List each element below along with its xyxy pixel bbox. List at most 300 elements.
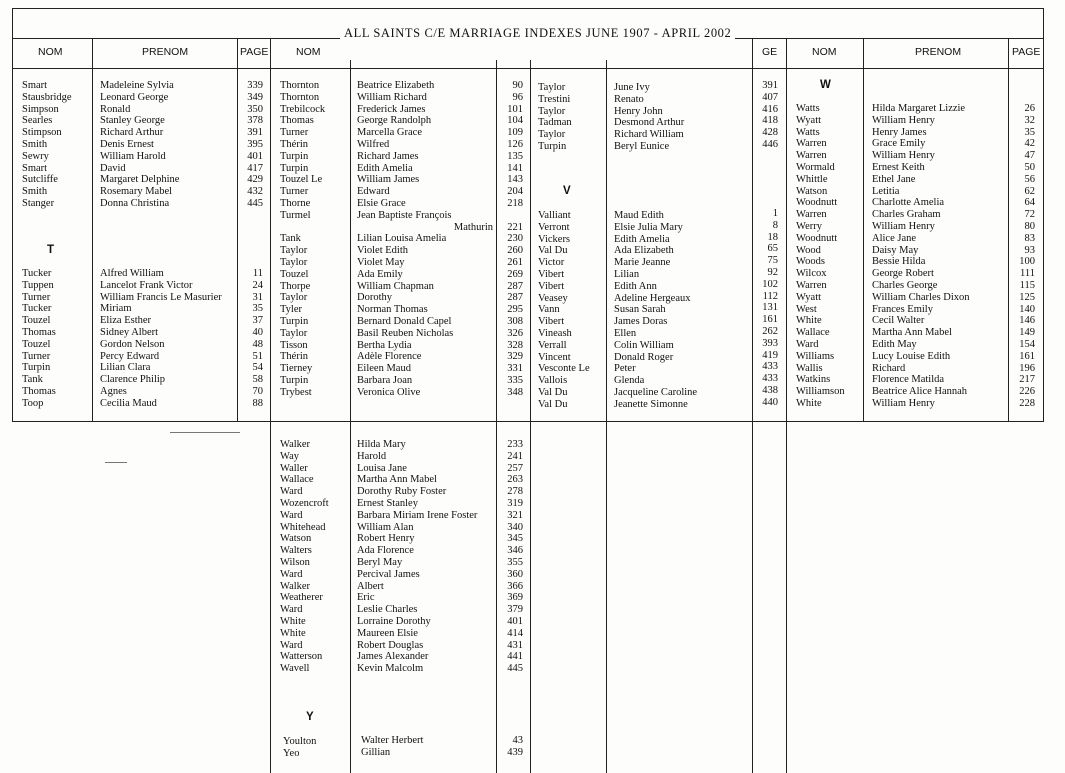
col2-prenom-list	[357, 80, 493, 399]
col4-prenom-cell: Charlotte Amelia	[872, 197, 945, 209]
col4-prenom-cell: Hilda Margaret Lizzie	[872, 103, 966, 114]
col1t-prenom-cell: Agnes	[100, 385, 127, 397]
col3-prenom-cell: June Ivy	[614, 82, 650, 93]
col3-prenom-cell: Renato	[614, 93, 644, 105]
col-divider	[350, 60, 351, 773]
col3-nom-cell: Taylor	[538, 129, 566, 141]
col2-page-cell: 141	[507, 162, 523, 174]
col2w-nom-cell: Ward	[280, 568, 303, 580]
col4-page-cell: 50	[1024, 161, 1035, 173]
col1-nom-cell: Sewry	[22, 150, 49, 162]
col1-page-cell: 445	[247, 197, 263, 209]
col2-page-cell: 96	[512, 91, 523, 103]
col2w-prenom-cell: Maureen Elsie	[357, 627, 418, 639]
col2-nom-cell: Turpin	[280, 315, 309, 327]
col2-nom-cell: Thorne	[280, 197, 311, 209]
col3v-nom-cell: Vesconte Le	[538, 363, 590, 375]
col2w-page-cell: 431	[507, 639, 523, 651]
col2-prenom-cell: Edward	[357, 186, 390, 198]
col4-page-cell: 93	[1024, 244, 1035, 256]
col4-page-cell: 228	[1019, 397, 1035, 409]
col4-prenom-cell: William Charles Dixon	[872, 291, 970, 303]
col3-prenom-cell: Beryl Eunice	[614, 140, 670, 152]
col-divider	[530, 60, 531, 773]
col1t-nom-cell: Tuppen	[22, 279, 54, 291]
col2w-nom-cell: Watterson	[280, 651, 323, 663]
col2w-prenom-cell: Hilda Mary	[357, 439, 406, 450]
right-border	[1043, 8, 1044, 422]
col2-nom-cell: Touzel Le	[280, 174, 323, 186]
col4-prenom-cell: William Henry	[872, 114, 935, 126]
col2-prenom-cell: Basil Reuben Nicholas	[357, 327, 454, 339]
col2w-prenom-cell: Robert Douglas	[357, 639, 424, 651]
col4-prenom-cell: George Robert	[872, 268, 934, 280]
col4-prenom-cell: Richard	[872, 362, 906, 374]
col1-page-cell: 395	[247, 138, 263, 150]
col1t-page-cell: 24	[252, 279, 263, 291]
col2-page-cell: 221	[507, 221, 523, 233]
col2w-page-cell: 263	[507, 474, 523, 486]
col2w-nom-cell: Ward	[280, 639, 303, 651]
col1-page-cell: 401	[247, 150, 263, 162]
col3v-nom-cell: Vibert	[538, 316, 565, 328]
col2-prenom-cell: Richard James	[357, 150, 419, 162]
col2w-prenom-cell: Kevin Malcolm	[357, 663, 424, 675]
col2w-prenom-cell: Dorothy Ruby Foster	[357, 486, 447, 498]
col1-nom-cell: Searles	[22, 115, 53, 127]
col4-page-cell: 217	[1019, 374, 1035, 386]
col-divider	[863, 38, 864, 422]
col2w-prenom-cell: Harold	[357, 450, 387, 462]
col2-page-cell	[497, 210, 523, 222]
col2w-nom-cell: Ward	[280, 509, 303, 521]
col1t-prenom-cell: Gordon Nelson	[100, 338, 165, 350]
header-page: PAGE	[240, 46, 269, 58]
col2w-prenom-cell: Albert	[357, 580, 384, 592]
col2-nom-cell: Taylor	[280, 327, 308, 339]
col1t-prenom-cell: Lancelot Frank Victor	[100, 279, 193, 291]
col2-nom-cell: Touzel	[280, 268, 309, 280]
col2-prenom-cell: Bernard Donald Capel	[357, 315, 452, 327]
col3v-prenom-cell: Edith Amelia	[614, 233, 670, 245]
col2w-prenom-cell: Lorraine Dorothy	[357, 615, 431, 627]
col2w-prenom-cell: Beryl May	[357, 556, 403, 568]
col4-nom-cell: Whittle	[796, 173, 828, 185]
col2-prenom-cell: Lilian Louisa Amelia	[357, 233, 447, 245]
col4-prenom-cell: William Henry	[872, 220, 935, 232]
col2-nom-cell: Turpin	[280, 150, 309, 162]
col4-nom-cell: Williams	[796, 350, 835, 362]
col1t-page-cell: 11	[252, 268, 263, 279]
col2-page-cell: 104	[507, 115, 523, 127]
col1t-prenom-cell: Miriam	[100, 303, 132, 315]
col3-nom-cell: Turpin	[538, 140, 567, 152]
col1-page-list	[238, 80, 263, 210]
scan-smudge	[105, 462, 127, 463]
col2-prenom-cell: Dorothy	[357, 292, 392, 304]
col2-prenom-cell: Mathurin	[453, 221, 493, 233]
col1t-prenom-cell: Eliza Esther	[100, 315, 152, 327]
col2-page-cell: 269	[507, 268, 523, 280]
col2-page-cell: 308	[507, 315, 523, 327]
col2-page-cell: 328	[507, 339, 523, 351]
col3-prenom-cell: Desmond Arthur	[614, 117, 685, 129]
col2-page-cell: 348	[507, 386, 523, 398]
col1t-prenom-cell: William Francis Le Masurier	[100, 291, 222, 303]
col2w-nom-cell: Wilson	[280, 556, 310, 568]
col2y-prenom-list	[361, 735, 497, 759]
col2w-page-list	[497, 439, 523, 675]
col2w-page-cell: 233	[507, 439, 523, 450]
section-letter-w: W	[820, 79, 831, 91]
col2w-prenom-cell: Percival James	[357, 568, 420, 580]
col3v-page-cell: 75	[767, 255, 778, 267]
col3-nom-cell: Taylor	[538, 82, 566, 93]
col1t-prenom-cell: Cecilia Maud	[100, 397, 157, 409]
col3v-page-cell: 433	[762, 373, 778, 385]
col1-page-cell: 350	[247, 103, 263, 115]
col1-page-cell: 378	[247, 115, 263, 127]
col1t-prenom-cell: Lilian Clara	[100, 362, 151, 374]
col4-prenom-list	[872, 103, 1007, 410]
col2-prenom-cell: Wilfred	[357, 138, 390, 150]
col4-page-cell: 83	[1024, 232, 1035, 244]
col1t-nom-cell: Touzel	[22, 315, 51, 327]
col2-nom-cell: Tank	[280, 233, 301, 245]
col3v-prenom-cell: Peter	[614, 363, 636, 375]
col2w-prenom-cell: Eric	[357, 592, 375, 604]
col3v-page-cell: 161	[762, 314, 778, 326]
col4-page-cell: 80	[1024, 220, 1035, 232]
col2w-prenom-cell: Leslie Charles	[357, 604, 418, 616]
col3v-nom-cell: Val Du	[538, 245, 568, 257]
col4-nom-cell: Warren	[796, 150, 827, 162]
col2w-prenom-cell: Ernest Stanley	[357, 497, 418, 509]
col4-prenom-cell: Cecil Walter	[872, 315, 925, 327]
col2-nom-cell: Taylor	[280, 292, 308, 304]
col2w-nom-cell: Weatherer	[280, 592, 323, 604]
col1t-nom-cell: Thomas	[22, 326, 56, 338]
col1-nom-cell: Stausbridge	[22, 91, 72, 103]
col2w-nom-cell: White	[280, 627, 306, 639]
col1t-nom-list	[22, 268, 92, 410]
col3v-nom-cell: Vann	[538, 304, 560, 316]
col4-prenom-cell: Henry James	[872, 126, 927, 138]
col3-page-cell: 391	[762, 80, 778, 91]
col3-prenom-cell: Richard William	[614, 129, 684, 141]
col4-nom-cell: Woodnutt	[796, 232, 838, 244]
header-nom: NOM	[38, 46, 63, 58]
col1t-nom-cell: Tucker	[22, 268, 52, 279]
col3v-page-cell: 1	[772, 208, 778, 219]
col2w-page-cell: 445	[507, 663, 523, 675]
col2w-nom-cell: Walters	[280, 545, 312, 557]
col3-nom-list	[538, 82, 604, 153]
col3v-prenom-cell: Edith Ann	[614, 280, 657, 292]
col2w-page-cell: 346	[507, 545, 523, 557]
col4-prenom-cell: Letitia	[872, 185, 900, 197]
col2-nom-list	[280, 80, 348, 399]
col3v-prenom-cell: Ada Elizabeth	[614, 245, 674, 257]
col4-nom-cell: West	[796, 303, 817, 315]
col2y-page-list	[497, 735, 523, 759]
col3v-prenom-cell: Jacqueline Caroline	[614, 386, 698, 398]
col2-page-cell: 260	[507, 245, 523, 257]
col1-nom-cell: Smith	[22, 186, 48, 198]
col1-prenom-cell: David	[100, 162, 126, 174]
col3v-page-cell: 112	[762, 290, 778, 302]
col3v-nom-cell: Val Du	[538, 398, 568, 410]
col2-prenom-cell: Bertha Lydia	[357, 339, 412, 351]
col2-page-cell: 126	[507, 138, 523, 150]
col1t-prenom-cell: Sidney Albert	[100, 326, 159, 338]
col3v-page-cell: 262	[762, 325, 778, 337]
col4-nom-list	[796, 103, 862, 410]
col3v-page-cell: 131	[762, 302, 778, 314]
col1-prenom-cell: William Harold	[100, 150, 166, 162]
col3v-prenom-cell: Colin William	[614, 339, 674, 351]
col2-prenom-cell: Adèle Florence	[357, 351, 422, 363]
col1-nom-cell: Sutcliffe	[22, 174, 58, 186]
header-rule-bottom	[12, 68, 1043, 69]
col2w-page-cell: 379	[507, 604, 523, 616]
col4-prenom-cell: Beatrice Alice Hannah	[872, 386, 968, 398]
col1t-page-cell: 37	[252, 315, 263, 327]
col4-prenom-cell: Edith May	[872, 338, 917, 350]
col3v-page-list	[752, 208, 778, 409]
col2-prenom-cell: William Chapman	[357, 280, 434, 292]
col-divider	[606, 60, 607, 773]
col4-prenom-cell: Florence Matilda	[872, 374, 945, 386]
col2-nom-cell: Tierney	[280, 363, 313, 375]
col3v-prenom-cell: Marie Jeanne	[614, 257, 671, 269]
col4-nom-cell: Woodnutt	[796, 197, 838, 209]
col2y-prenom-cell: Gillian	[361, 746, 391, 758]
col1-page-cell: 429	[247, 174, 263, 186]
col1-prenom-cell: Stanley George	[100, 115, 165, 127]
header-prenom: PRENOM	[142, 46, 189, 58]
col2w-nom-cell: Wallace	[280, 474, 314, 486]
col4-prenom-cell: William Henry	[872, 397, 935, 409]
header-prenom: PRENOM	[915, 46, 962, 58]
col2-page-cell: 143	[507, 174, 523, 186]
col2w-prenom-cell: Ada Florence	[357, 545, 414, 557]
col1t-prenom-cell: Clarence Philip	[100, 374, 166, 386]
col4-prenom-cell: Frances Emily	[872, 303, 933, 315]
col2-page-cell: 335	[507, 374, 523, 386]
col2-page-cell: 218	[507, 197, 523, 209]
col4-page-cell: 149	[1019, 327, 1035, 339]
col2y-nom-cell: Yeo	[283, 747, 300, 759]
col2-nom-cell: Trybest	[280, 386, 312, 398]
col2-nom-cell	[280, 222, 348, 234]
col3v-nom-cell: Veasey	[538, 292, 568, 304]
col1t-page-cell: 70	[252, 385, 263, 397]
left-border	[12, 8, 13, 422]
col2y-page-cell: 439	[507, 746, 523, 758]
col2-page-cell: 287	[507, 280, 523, 292]
col2w-nom-cell: Walker	[280, 439, 311, 450]
col4-page-cell: 111	[1020, 268, 1035, 280]
header-nom: NOM	[296, 46, 321, 58]
header-nom: NOM	[812, 46, 837, 58]
col2y-nom-list	[283, 736, 351, 760]
col4-page-cell: 154	[1019, 338, 1035, 350]
col2w-page-cell: 441	[507, 651, 523, 663]
col4-nom-cell: Ward	[796, 338, 819, 350]
col1-page-cell: 391	[247, 127, 263, 139]
col2-page-cell: 230	[507, 233, 523, 245]
col3v-nom-cell: Vibert	[538, 280, 565, 292]
col2w-page-cell: 345	[507, 533, 523, 545]
col1t-nom-cell: Touzel	[22, 338, 51, 350]
col3v-nom-cell: Vickers	[538, 233, 571, 245]
col2w-page-cell: 360	[507, 568, 523, 580]
col3-page-cell: 407	[762, 91, 778, 103]
col1-page-cell: 432	[247, 186, 263, 198]
col1t-nom-cell: Turpin	[22, 362, 51, 374]
col1t-nom-cell: Tank	[22, 374, 43, 386]
col2-page-cell: 295	[507, 304, 523, 316]
col2-prenom-cell: Beatrice Elizabeth	[357, 80, 435, 91]
col1t-nom-cell: Thomas	[22, 385, 56, 397]
col4-page-cell: 100	[1019, 256, 1035, 268]
col4-prenom-cell: Ethel Jane	[872, 173, 916, 185]
col2-nom-cell: Thorpe	[280, 280, 311, 292]
col4-prenom-cell: Grace Emily	[872, 138, 926, 150]
col4-prenom-cell: William Henry	[872, 150, 935, 162]
col2-prenom-cell: Jean Baptiste François	[357, 209, 452, 221]
col3v-nom-cell: Valliant	[538, 210, 571, 221]
col2-nom-cell: Taylor	[280, 256, 308, 268]
col3v-nom-cell: Val Du	[538, 386, 568, 398]
col2w-page-cell: 355	[507, 556, 523, 568]
col4-page-cell: 140	[1019, 303, 1035, 315]
col1-nom-cell: Simpson	[22, 103, 59, 115]
section-letter-v: V	[563, 185, 571, 197]
col1-nom-cell: Smart	[22, 162, 48, 174]
col3v-prenom-cell: Ellen	[614, 327, 637, 339]
col4-prenom-cell: Bessie Hilda	[872, 256, 926, 268]
col4-nom-cell: Watts	[796, 126, 820, 138]
col3-nom-cell: Tadman	[538, 117, 572, 129]
col1t-prenom-cell: Percy Edward	[100, 350, 160, 362]
col2w-nom-cell: Watson	[280, 533, 312, 545]
col2w-nom-cell: Wavell	[280, 663, 310, 675]
col4-page-cell: 72	[1024, 209, 1035, 221]
col4-nom-cell: Wallace	[796, 327, 830, 339]
col1-nom-cell: Smart	[22, 80, 48, 91]
col4-nom-cell: Wyatt	[796, 291, 822, 303]
col3v-prenom-cell: Lilian	[614, 268, 640, 280]
col3v-prenom-cell: Elsie Julia Mary	[614, 221, 683, 233]
col2-nom-cell: Taylor	[280, 245, 308, 257]
col3v-prenom-cell: Adeline Hergeaux	[614, 292, 691, 304]
col3-prenom-list	[614, 82, 750, 153]
col2-prenom-cell: Norman Thomas	[357, 304, 428, 316]
col1-prenom-cell: Rosemary Mabel	[100, 186, 173, 198]
col3-page-cell: 428	[762, 127, 778, 139]
col4-nom-cell: Watson	[796, 185, 828, 197]
col2-page-cell: 287	[507, 292, 523, 304]
col4-prenom-cell: Charles Graham	[872, 209, 941, 221]
table-bottom-rule	[12, 421, 1043, 422]
col3v-page-cell: 393	[762, 337, 778, 349]
col3-page-cell: 416	[762, 103, 778, 115]
col4-nom-cell: Watts	[796, 103, 820, 114]
col4-nom-cell: Wilcox	[796, 268, 827, 280]
col4-prenom-cell: Ernest Keith	[872, 161, 925, 173]
col4-prenom-cell: Lucy Louise Edith	[872, 350, 951, 362]
col1t-page-cell: 48	[252, 338, 263, 350]
col2-nom-cell: Turpin	[280, 162, 309, 174]
col2-nom-cell: Tisson	[280, 339, 308, 351]
col3v-prenom-list	[614, 210, 750, 411]
col3-page-cell: 418	[762, 115, 778, 127]
col1t-nom-cell: Turner	[22, 291, 51, 303]
col3-page-list	[752, 80, 778, 151]
col2-nom-cell: Turner	[280, 186, 309, 198]
section-letter-y: Y	[306, 711, 314, 723]
col2-nom-cell: Thornton	[280, 80, 320, 91]
col2w-page-cell: 401	[507, 615, 523, 627]
col1t-prenom-cell: Alfred William	[100, 268, 164, 279]
col3v-prenom-cell: Maud Edith	[614, 210, 664, 221]
col2w-nom-cell: Way	[280, 450, 299, 462]
col2w-nom-cell: Waller	[280, 462, 308, 474]
col4-nom-cell: Woods	[796, 256, 825, 268]
col4-prenom-cell: Martha Ann Mabel	[872, 327, 952, 339]
col3v-page-cell: 438	[762, 384, 778, 396]
col2-prenom-cell: Edith Amelia	[357, 162, 413, 174]
col2w-page-cell: 241	[507, 450, 523, 462]
col4-page-cell: 47	[1024, 150, 1035, 162]
col2-nom-cell: Turmel	[280, 209, 311, 221]
col4-page-cell: 196	[1019, 362, 1035, 374]
col4-nom-cell: White	[796, 397, 822, 409]
col2-prenom-cell: William Richard	[357, 91, 427, 103]
section-letter-t: T	[47, 244, 55, 256]
col2-page-cell: 326	[507, 327, 523, 339]
col2w-page-cell: 369	[507, 592, 523, 604]
col4-nom-cell: Wyatt	[796, 114, 822, 126]
col2-nom-cell: Trebilcock	[280, 103, 326, 115]
col2-page-cell: 331	[507, 363, 523, 375]
col4-page-cell: 32	[1024, 114, 1035, 126]
col3-page-cell: 446	[762, 138, 778, 150]
col4-page-cell: 42	[1024, 138, 1035, 150]
col2-prenom-cell: Frederick James	[357, 103, 426, 115]
col4-page-cell: 26	[1024, 103, 1035, 114]
col3-nom-cell: Taylor	[538, 105, 566, 117]
col2y-nom-cell: Youlton	[283, 736, 317, 747]
col3v-nom-cell: Vineash	[538, 327, 572, 339]
top-border	[12, 8, 1043, 9]
col3v-nom-cell: Vibert	[538, 268, 565, 280]
col3v-page-cell: 419	[762, 349, 778, 361]
col2w-page-cell: 257	[507, 462, 523, 474]
col4-nom-cell: Wormald	[796, 161, 835, 173]
col4-nom-cell: Williamson	[796, 386, 845, 398]
col4-page-cell: 125	[1019, 291, 1035, 303]
col2-nom-cell: Thomas	[280, 115, 314, 127]
col3v-prenom-cell: Jeanette Simonne	[614, 398, 688, 410]
col2-page-cell: 329	[507, 351, 523, 363]
col4-nom-cell: Watkins	[796, 374, 831, 386]
col2-prenom-cell: George Randolph	[357, 115, 432, 127]
col3v-page-cell: 18	[767, 231, 778, 243]
col2w-nom-cell: Ward	[280, 486, 303, 498]
